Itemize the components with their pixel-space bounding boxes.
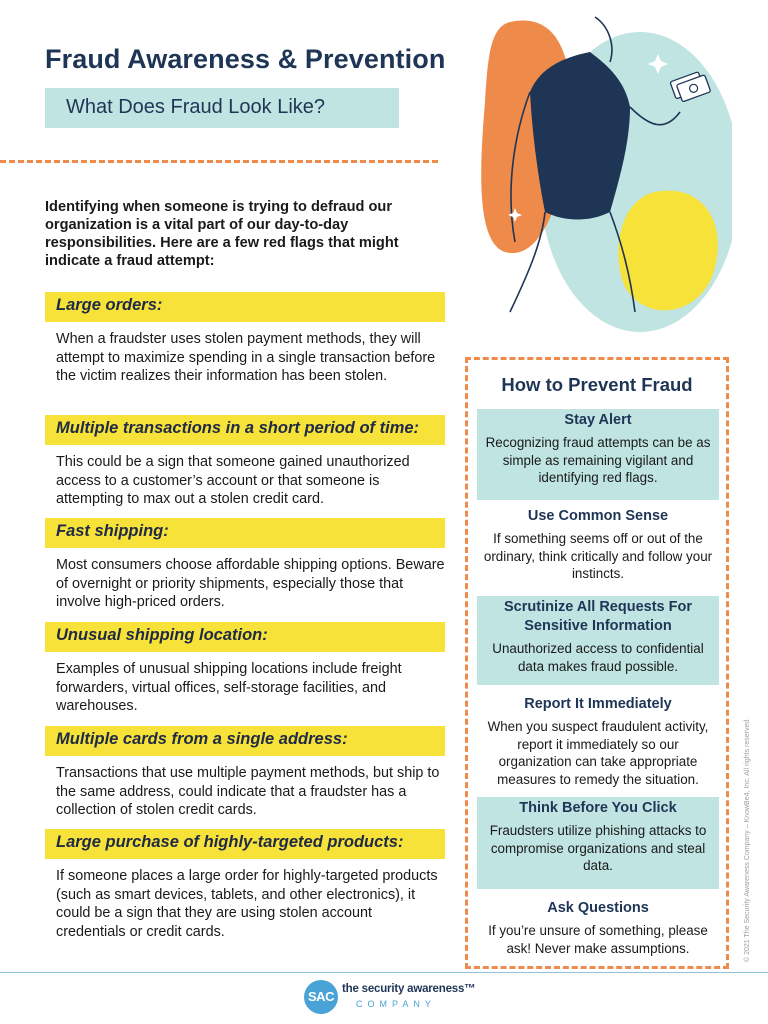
dashed-divider	[0, 160, 438, 163]
red-flag-heading: Multiple transactions in a short period of time:	[45, 415, 445, 445]
subtitle-text: What Does Fraud Look Like?	[66, 96, 326, 118]
logo-subtitle: COMPANY	[356, 999, 436, 1009]
tip-body: If something seems off or out of the ordinary, think critically and follow your instincts.	[483, 531, 713, 581]
red-flag-body: If someone places a large order for highly-targeted products (such as smart devices, tablets, and other electronics), it could be a sign that they are using stolen account credentials or credit cards.	[56, 868, 438, 940]
tip-heading: Scrutinize All Requests For Sensitive Information	[504, 599, 692, 634]
tip-stay-alert	[477, 409, 719, 500]
red-flag-heading: Large purchase of highly-targeted products:	[45, 829, 445, 859]
red-flag-large-purchase	[45, 829, 445, 941]
tip-heading: Stay Alert	[564, 412, 632, 428]
page-title: Fraud Awareness & Prevention	[45, 44, 446, 74]
red-flag-body: This could be a sign that someone gained unauthorized access to a customer’s account or that someone is attempting to max out a stolen credit card.	[56, 454, 410, 507]
tip-heading: Think Before You Click	[519, 800, 677, 816]
red-flag-body: Examples of unusual shipping locations include freight forwarders, virtual offices, self-storage facilities, and warehouses.	[56, 661, 402, 714]
red-flag-multiple-cards	[45, 726, 445, 820]
red-flag-body: Most consumers choose affordable shipping options. Beware of overnight or priority shipments, especially those that involve high-priced orders.	[56, 557, 445, 610]
tip-body: Recognizing fraud attempts can be as simple as remaining vigilant and identifying red flags.	[485, 435, 711, 485]
logo-name: the security awareness™	[342, 983, 476, 995]
copyright-note: © 2021 The Security Awareness Company – KnowBe4, Inc. All rights reserved.	[744, 717, 751, 962]
red-flag-multiple-transactions	[45, 415, 445, 509]
red-flag-heading: Unusual shipping location:	[45, 622, 445, 652]
how-to-prevent-panel	[465, 357, 729, 969]
intro-paragraph: Identifying when someone is trying to defraud our organization is a vital part of our day-to-day responsibilities. Here are a few red flags that might indicate a fraud attempt:	[45, 199, 399, 269]
red-flag-heading: Fast shipping:	[45, 518, 445, 548]
red-flag-unusual-location	[45, 622, 445, 716]
tip-body: If you’re unsure of something, please ask! Never make assumptions.	[488, 923, 708, 956]
red-flag-fast-shipping	[45, 518, 445, 612]
red-flag-body: Transactions that use multiple payment methods, but ship to the same address, could indicate that a fraudster has a collection of stolen credit cards.	[56, 765, 440, 818]
subtitle-banner	[45, 88, 399, 128]
tip-heading: Ask Questions	[547, 900, 649, 916]
red-flag-body: When a fraudster uses stolen payment methods, they will attempt to maximize spending in a single transaction before the victim realizes their information has been stolen.	[56, 331, 436, 384]
tip-scrutinize-requests	[477, 596, 719, 685]
footer-divider	[0, 972, 768, 973]
tip-body: When you suspect fraudulent activity, report it immediately so our organization can take appropriate measures to remedy the situation.	[487, 719, 709, 787]
tip-think-before-click	[477, 797, 719, 889]
red-flag-large-orders	[45, 292, 445, 386]
woman-with-cash-illustration	[470, 12, 732, 332]
company-logo	[304, 980, 474, 1016]
logo-mark: SAC	[304, 980, 338, 1014]
tip-use-common-sense	[477, 505, 719, 591]
tip-report-immediately	[477, 693, 719, 793]
tip-body: Fraudsters utilize phishing attacks to compromise organizations and steal data.	[489, 823, 707, 873]
tip-ask-questions	[477, 897, 719, 963]
tip-body: Unauthorized access to confidential data makes fraud possible.	[492, 641, 704, 674]
red-flag-heading: Large orders:	[45, 292, 445, 322]
tip-heading: Use Common Sense	[527, 508, 669, 524]
prevent-panel-title: How to Prevent Fraud	[501, 374, 693, 395]
tip-heading: Report It Immediately	[524, 696, 672, 712]
red-flag-heading: Multiple cards from a single address:	[45, 726, 445, 756]
